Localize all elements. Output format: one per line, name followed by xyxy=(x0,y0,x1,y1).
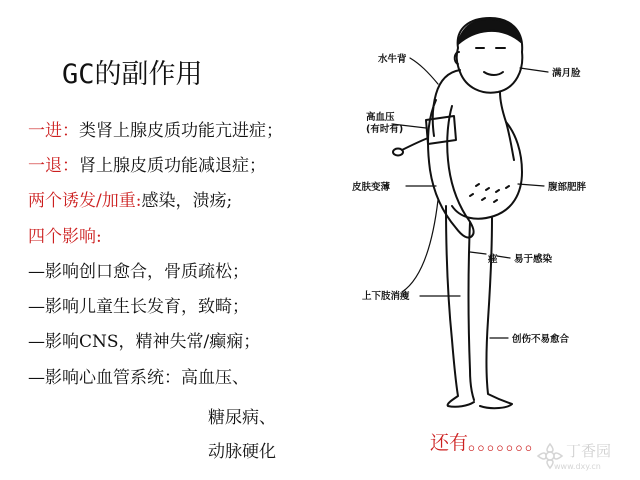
line-2-text: 肾上腺皮质功能减退症； xyxy=(79,156,266,176)
text-line-10: 动脉硬化 xyxy=(208,442,276,462)
label-wound-healing: 创伤不易愈合 xyxy=(512,334,570,345)
label-buffalo-hump: 水牛背 xyxy=(378,54,407,65)
watermark-logo xyxy=(536,440,636,476)
text-line-7: —影响CNS，精神失常/癫痫； xyxy=(28,332,261,352)
figure-hair xyxy=(458,19,521,44)
label-hypertension-note: (有时有) xyxy=(366,124,404,135)
figure-leg-front xyxy=(480,218,512,408)
label-skin-thin: 皮肤变薄 xyxy=(352,182,391,193)
text-line-5: —影响创口愈合，骨质疏松； xyxy=(28,262,249,282)
text-line-6: —影响儿童生长发育，致畸； xyxy=(28,297,249,317)
line-3-label: 两个诱发/加重: xyxy=(28,191,142,211)
line-2-label: 一退： xyxy=(28,156,79,176)
label-limb-wasting: 上下肢消瘦 xyxy=(362,291,410,302)
bp-cuff xyxy=(426,116,456,144)
line-4-label: 四个影响: xyxy=(28,227,102,247)
label-hypertension: 高血压 xyxy=(366,112,395,123)
more-text: 还有。。。。。。。 xyxy=(430,432,545,454)
line-1-text: 类肾上腺皮质功能亢进症； xyxy=(79,121,283,141)
text-line-9: 糖尿病、 xyxy=(208,408,276,428)
figure-back xyxy=(433,70,460,136)
line-3-text: 感染，溃疡; xyxy=(141,191,233,211)
line-1-label: 一进： xyxy=(28,121,79,141)
label-infection: 易于感染 xyxy=(514,254,553,265)
figure-abdomen xyxy=(452,122,522,219)
text-line-8: —影响心血管系统：高血压、 xyxy=(28,368,249,388)
watermark-url: www.dxy.cn xyxy=(554,462,601,471)
label-abdominal-obesity: 腹部肥胖 xyxy=(548,182,587,193)
watermark-text: 丁香园 xyxy=(566,442,612,460)
label-acne: 痤 xyxy=(488,254,498,265)
slide-title: GC的副作用 xyxy=(62,59,203,90)
label-moon-face: 满月脸 xyxy=(552,68,581,79)
